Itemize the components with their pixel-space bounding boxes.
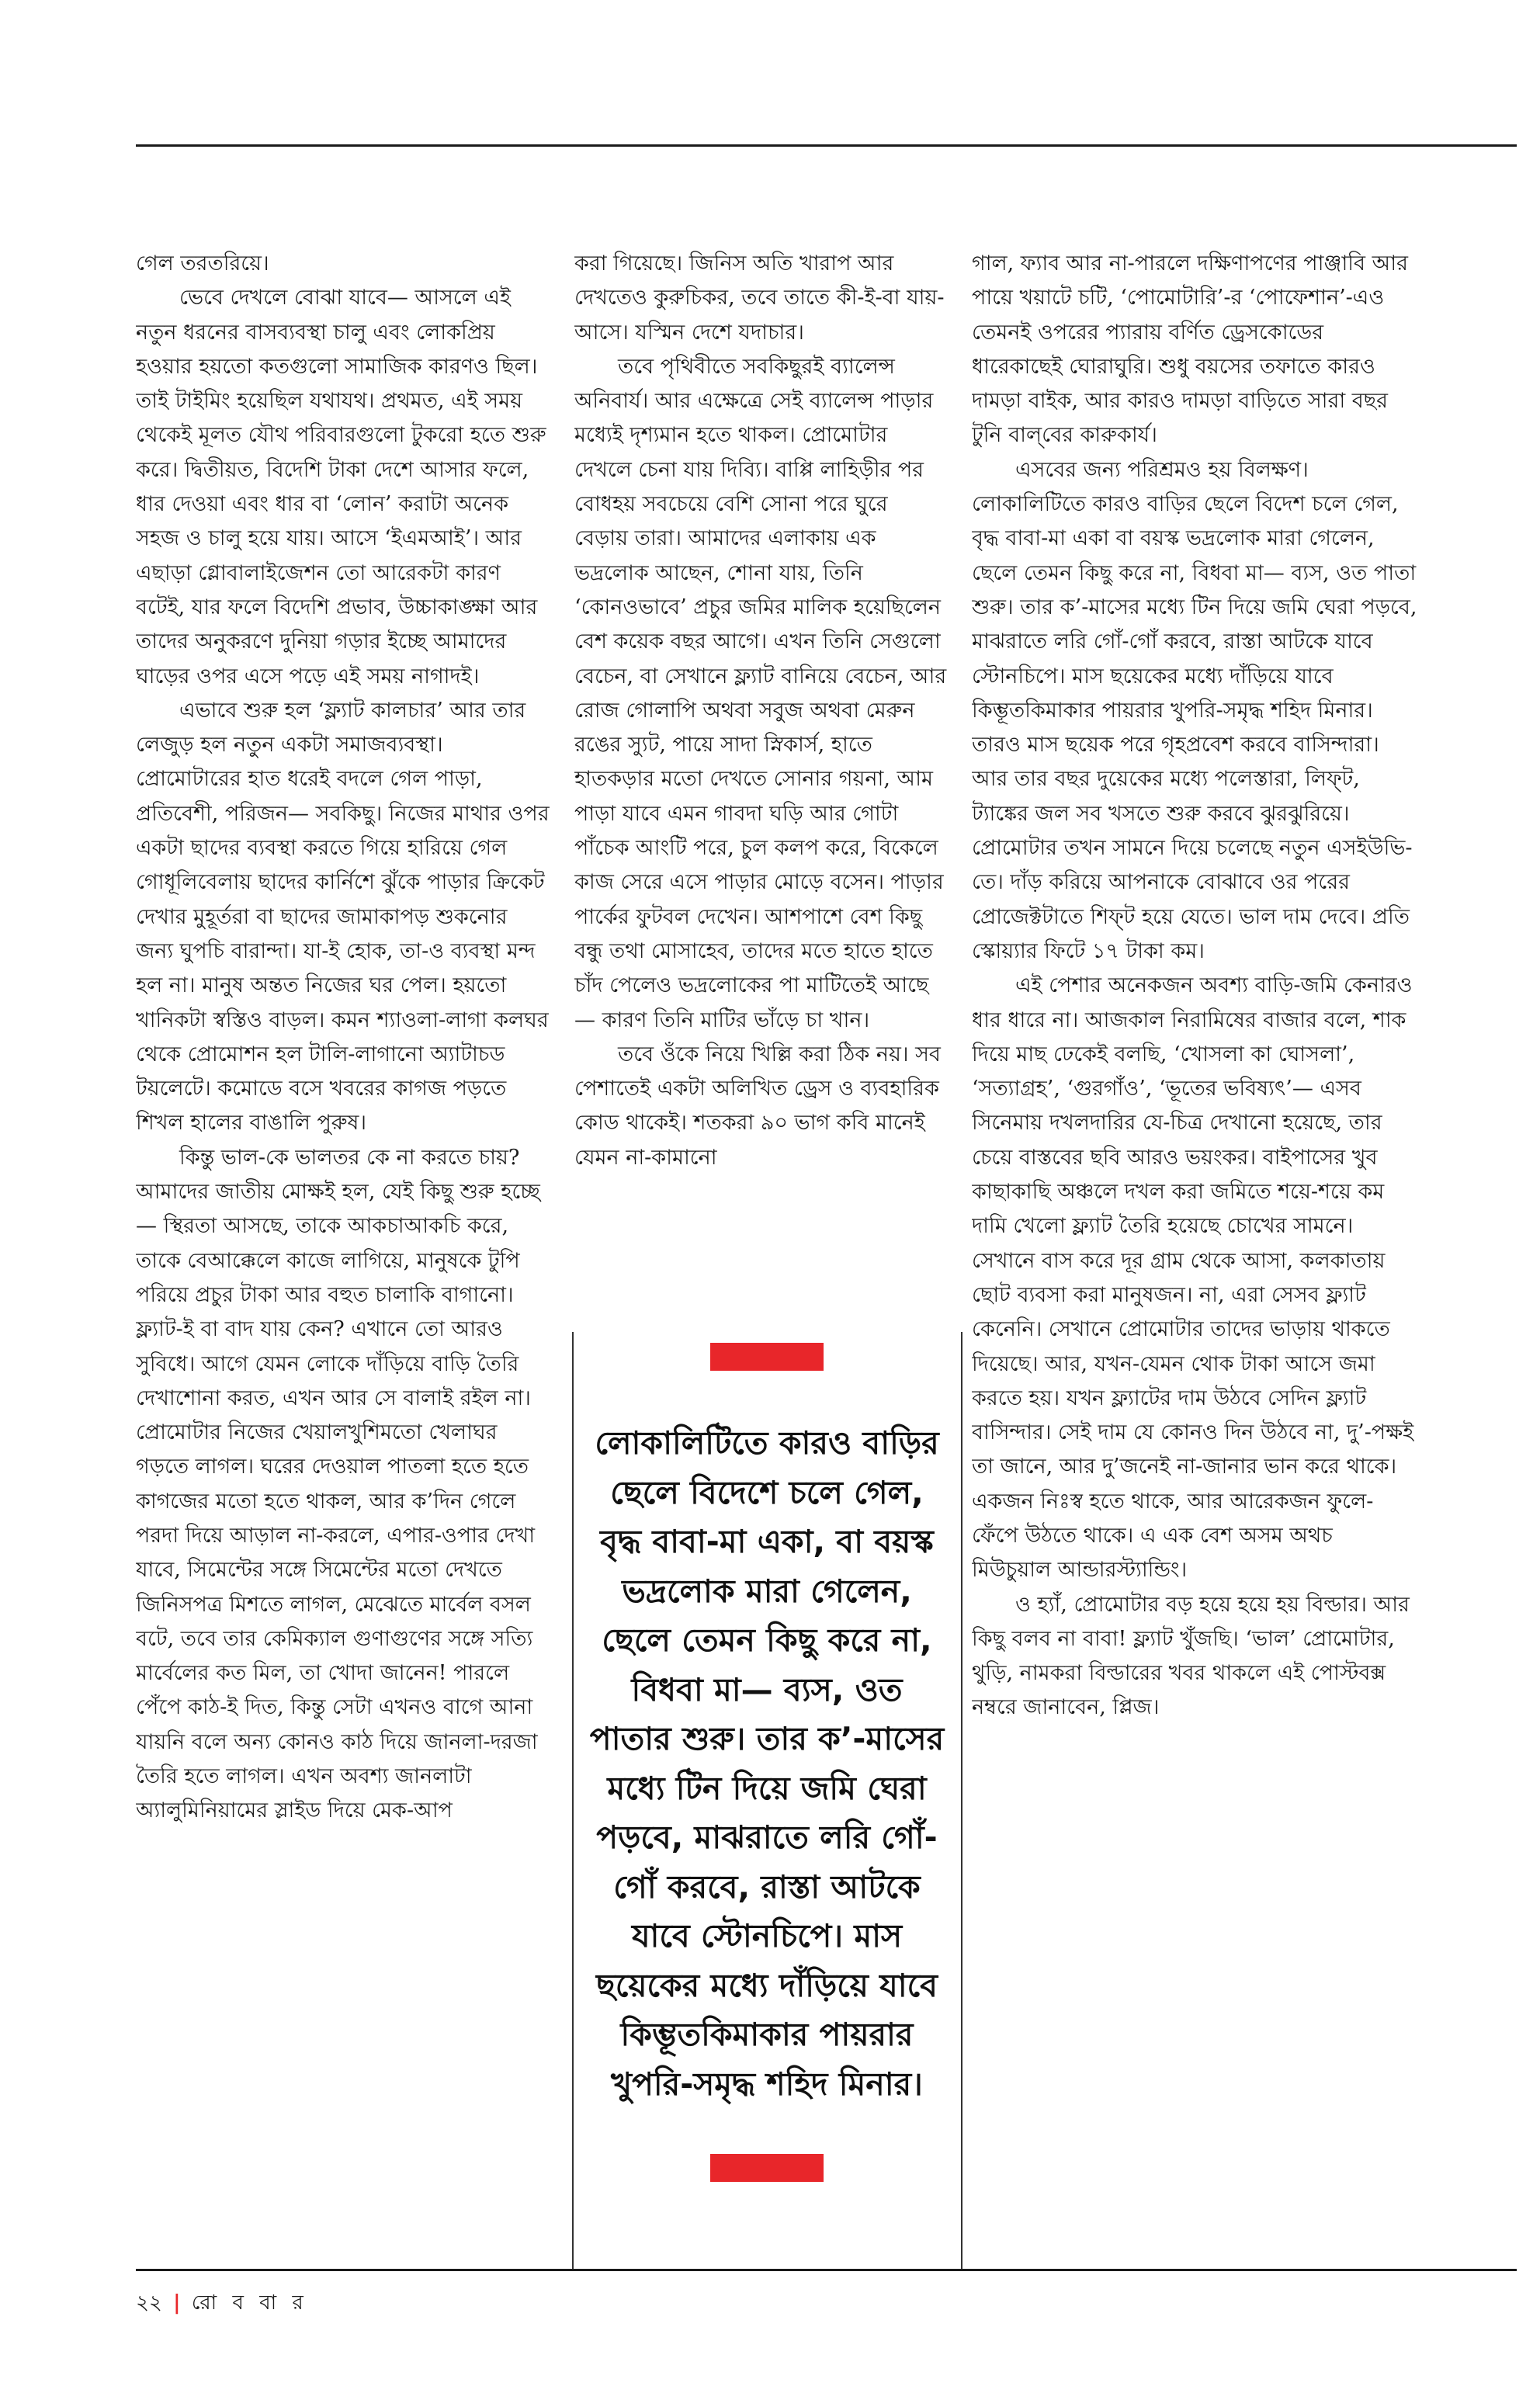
pull-quote-left-divider	[572, 1332, 574, 2269]
magazine-name: রো ব বা র	[191, 2291, 308, 2315]
paragraph: তবে ওঁকে নিয়ে খিল্লি করা ঠিক নয়। সব পেশাতেই একটা অলিখিত ড্রেস ও ব্যবহারিক কোড থাকেই। শতকরা ৯০ ভাগ কবি মানেই যেমন না-কামানো	[574, 1042, 941, 1170]
paragraph: কিন্তু ভাল-কে ভালতর কে না করতে চায়? আমাদের জাতীয় মোক্ষই হল, যেই কিছু শুরু হচ্ছে— স্থিরতা আসছে, তাকে আকচাআকচি করে, তাকে বেআক্কেলে কাজে লাগিয়ে, মানুষকে টুপি পরিয়ে প্রচুর টাকা আর বহুত চালাকি বাগানো। ফ্ল্যাট-ই বা বাদ যায় কেন? এখানে তো আরও সুবিধে। আগে যেমন লোকে দাঁড়িয়ে বাড়ি তৈরি দেখাশোনা করত, এখন আর সে বালাই রইল না। প্রোমোটার নিজের খেয়ালখুশিমতো খেলাঘর গড়তে লাগল। ঘরের দেওয়াল পাতলা হতে হতে কাগজের মতো হতে থাকল, আর ক’দিন গেলে পরদা দিয়ে আড়াল না-করলে, এপার-ওপার দেখা যাবে, সিমেন্টের সঙ্গে সিমেন্টের মতো দেখতে জিনিসপত্র মিশতে লাগল, মেঝেতে মার্বেল বসল বটে, তবে তার কেমিক্যাল গুণাগুণের সঙ্গে সত্যি মার্বেলের কত মিল, তা খোদা জানেন! পারলে পেঁপে কাঠ-ই দিত, কিন্তু সেটা এখনও বাগে আনা যায়নি বলে অন্য কোনও কাঠ দিয়ে জানলা-দরজা তৈরি হতে লাগল। এখন অবশ্য জানলাটা অ্যালুমিনিয়ামের স্লাইড দিয়ে মেক-আপ	[136, 1145, 540, 1823]
pull-quote-text: লোকালিটিতে কারও বাড়ির ছেলে বিদেশে চলে গেল, বৃদ্ধ বাবা-মা একা, বা বয়স্ক ভদ্রলোক মারা গেলেন, ছেলে তেমন কিছু করে না, বিধবা মা— ব্যস, ওত পাতার শুরু। তার ক’-মাসের মধ্যে টিন দিয়ে জমি ঘেরা পড়বে, মাঝরাতে লরি গোঁ-গোঁ করবে, রাস্তা আটকে যাবে স্টোনচিপে। মাস ছয়েকের মধ্যে দাঁড়িয়ে যাবে কিম্ভূতকিমাকার পায়রার খুপরি-সমৃদ্ধ শহিদ মিনার।	[589, 1424, 945, 2103]
pull-quote	[578, 1343, 956, 2259]
paragraph: এই পেশার অনেকজন অবশ্য বাড়ি-জমি কেনারও ধার ধারে না। আজকাল নিরামিষের বাজার বলে, শাক দিয়ে মাছ ঢেকেই বলছি, ‘খোসলা কা ঘোসলা’, ‘সত্যাগ্রহ’, ‘গুরগাঁও’, ‘ভূতের ভবিষ্যৎ’— এসব সিনেমায় দখলদারির যে-চিত্র দেখানো হয়েছে, তার চেয়ে বাস্তবের ছবি আরও ভয়ংকর। বাইপাসের খুব কাছাকাছি অঞ্চলে দখল করা জমিতে শয়ে-শয়ে কম দামি খেলো ফ্ল্যাট তৈরি হয়েছে চোখের সামনে। সেখানে বাস করে দূর গ্রাম থেকে আসা, কলকাতায় ছোট ব্যবসা করা মানুষজন। না, এরা সেসব ফ্ল্যাট কেনেনি। সেখানে প্রোমোটার তাদের ভাড়ায় থাকতে দিয়েছে। আর, যখন-যেমন থোক টাকা আসে জমা করতে হয়। যখন ফ্ল্যাটের দাম উঠবে সেদিন ফ্ল্যাট বাসিন্দার। সেই দাম যে কোনও দিন উঠবে না, দু’-পক্ষই তা জানে, আর দু’জনেই না-জানার ভান করে থাকে। একজন নিঃস্ব হতে থাকে, আর আরেকজন ফুলে-ফেঁপে উঠতে থাকে। এ এক বেশ অসম অথচ মিউচুয়াল আন্ডারস্ট্যান্ডিং।	[972, 973, 1414, 1583]
bottom-rule	[136, 2269, 1517, 2271]
article-column-2	[574, 247, 947, 1326]
paragraph: এসবের জন্য পরিশ্রমও হয় বিলক্ষণ। লোকালিটিতে কারও বাড়ির ছেলে বিদেশ চলে গেল, বৃদ্ধ বাবা-মা একা বা বয়স্ক ভদ্রলোক মারা গেলেন, ছেলে তেমন কিছু করে না, বিধবা মা— ব্যস, ওত পাতা শুরু। তার ক’-মাসের মধ্যে টিন দিয়ে জমি ঘেরা পড়বে, মাঝরাতে লরি গোঁ-গোঁ করবে, রাস্তা আটকে যাবে স্টোনচিপে। মাস ছয়েকের মধ্যে দাঁড়িয়ে যাবে কিম্ভূতকিমাকার পায়রার খুপরি-সমৃদ্ধ শহিদ মিনার। তারও মাস ছয়েক পরে গৃহপ্রবেশ করবে বাসিন্দারা। আর তার বছর দুয়েকের মধ্যে পলেস্তারা, লিফ্‌ট, ট্যাঙ্কের জল সব খসতে শুরু করবে ঝুরঝুরিয়ে। প্রোমোটার তখন সামনে দিয়ে চলেছে নতুন এসইউভি-তে। দাঁড় করিয়ে আপনাকে বোঝাবে ওর পরের প্রোজেক্টটাতে শিফ্‌ট হয়ে যেতে। ভাল দাম দেবে। প্রতি স্কোয়্যার ফিটে ১৭ টাকা কম।	[972, 457, 1417, 963]
top-rule	[136, 144, 1517, 147]
pull-quote-top-accent-bar	[710, 1343, 824, 1371]
paragraph: করা গিয়েছে। জিনিস অতি খারাপ আর দেখতেও কুরুচিকর, তবে তাতে কী-ই-বা যায়-আসে। যস্মিন দেশে যদাচার।	[574, 251, 945, 345]
paragraph: গেল তরতরিয়ে।	[136, 251, 269, 276]
pull-quote-right-divider	[961, 1332, 962, 2269]
footer-separator: |	[173, 2291, 181, 2315]
paragraph: গাল, ফ্যাব আর না-পারলে দক্ষিণাপণের পাঞ্জাবি আর পায়ে খয়াটে চটি, ‘পোমোটারি’-র ‘পোফেশান’-এও তেমনই ওপরের প্যারায় বর্ণিত ড্রেসকোডের ধারেকাছেই ঘোরাঘুরি। শুধু বয়সের তফাতে কারও দামড়া বাইক, আর কারও দামড়া বাড়িতে সারা বছর টুনি বাল্‌বের কারুকার্য।	[972, 251, 1408, 448]
page-number: ২২	[136, 2291, 162, 2315]
paragraph: ও হ্যাঁ, প্রোমোটার বড় হয়ে হয়ে হয় বিল্ডার। আর কিছু বলব না বাবা! ফ্ল্যাট খুঁজছি। ‘ভাল’ প্রোমোটার, থুড়ি, নামকরা বিল্ডারের খবর থাকলে এই পোস্টবক্স নম্বরে জানাবেন, প্লিজ।	[972, 1592, 1410, 1720]
article-column-3	[972, 247, 1418, 2257]
paragraph: তবে পৃথিবীতে সবকিছুরই ব্যালেন্স অনিবার্য। আর এক্ষেত্রে সেই ব্যালেন্স পাড়ার মধ্যেই দৃশ্যমান হতে থাকল। প্রোমোটার দেখলে চেনা যায় দিব্যি। বাপ্পি লাহিড়ীর পর বোধহয় সবচেয়ে বেশি সোনা পরে ঘুরে বেড়ায় তারা। আমাদের এলাকায় এক ভদ্রলোক আছেন, শোনা যায়, তিনি ‘কোনওভাবে’ প্রচুর জমির মালিক হয়েছিলেন বেশ কয়েক বছর আগে। এখন তিনি সেগুলো বেচেন, বা সেখানে ফ্ল্যাট বানিয়ে বেচেন, আর রোজ গোলাপি অথবা সবুজ অথবা মেরুন রঙের স্যুট, পায়ে সাদা স্নিকার্স, হাতে হাতকড়ার মতো দেখতে সোনার গয়না, আম পাড়া যাবে এমন গাবদা ঘড়ি আর গোটা পাঁচেক আংটি পরে, চুল কলপ করে, বিকেলে কাজ সেরে এসে পাড়ার মোড়ে বসেন। পাড়ার পার্কের ফুটবল দেখেন। আশপাশে বেশ কিছু বন্ধু তথা মোসাহেব, তাদের মতে হাতে হাতে চাঁদ পেলেও ভদ্রলোকের পা মাটিতেই আছে— কারণ তিনি মাটির ভাঁড়ে চা খান।	[574, 354, 947, 1032]
page-footer	[136, 2287, 308, 2321]
pull-quote-bottom-accent-bar	[710, 2154, 824, 2182]
paragraph: এভাবে শুরু হল ‘ফ্ল্যাট কালচার’ আর তার লেজুড় হল নতুন একটা সমাজব্যবস্থা। প্রোমোটারের হাত ধরেই বদলে গেল পাড়া, প্রতিবেশী, পরিজন— সবকিছু। নিজের মাথার ওপর একটা ছাদের ব্যবস্থা করতে গিয়ে হারিয়ে গেল গোধূলিবেলায় ছাদের কার্নিশে ঝুঁকে পাড়ার ক্রিকেট দেখার মুহূর্তরা বা ছাদের জামাকাপড় শুকনোর জন্য ঘুপচি বারান্দা। যা-ই হোক, তা-ও ব্যবস্থা মন্দ হল না। মানুষ অন্তত নিজের ঘর পেল। হয়তো খানিকটা স্বস্তিও বাড়ল। কমন শ্যাওলা-লাগা কলঘর থেকে প্রোমোশন হল টালি-লাগানো অ্যাটাচড টয়লেটে। কমোডে বসে খবরের কাগজ পড়তে শিখল হালের বাঙালি পুরুষ।	[136, 698, 550, 1136]
paragraph: ভেবে দেখলে বোঝা যাবে— আসলে এই নতুন ধরনের বাসব্যবস্থা চালু এবং লোকপ্রিয় হওয়ার হয়তো কতগুলো সামাজিক কারণও ছিল। তাই টাইমিং হয়েছিল যথাযথ। প্রথমত, এই সময় থেকেই মূলত যৌথ পরিবারগুলো টুকরো হতে শুরু করে। দ্বিতীয়ত, বিদেশি টাকা দেশে আসার ফলে, ধার দেওয়া এবং ধার বা ‘লোন’ করাটা অনেক সহজ ও চালু হয়ে যায়। আসে ‘ইএমআই’। আর এছাড়া গ্লোবালাইজেশন তো আরেকটা কারণ বটেই, যার ফলে বিদেশি প্রভাব, উচ্চাকাঙ্ক্ষা আর তাদের অনুকরণে দুনিয়া গড়ার ইচ্ছে আমাদের ঘাড়ের ওপর এসে পড়ে এই সময় নাগাদই।	[136, 286, 546, 688]
article-column-1	[136, 247, 551, 2257]
